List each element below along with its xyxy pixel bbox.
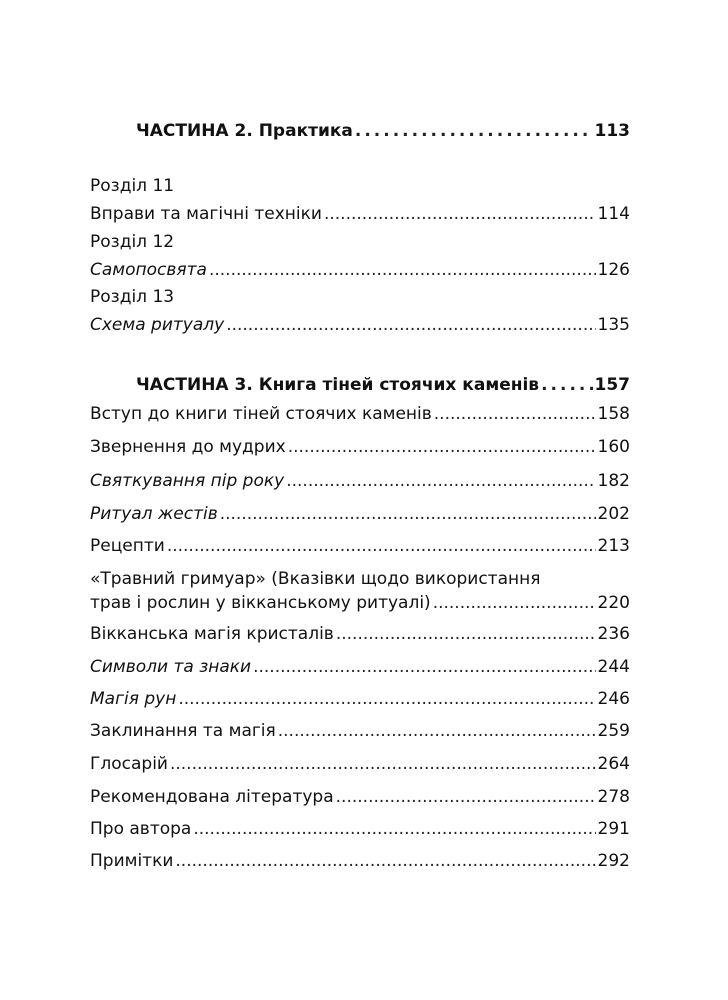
dot-leader (209, 258, 596, 282)
toc-entry-line (90, 258, 630, 282)
toc-chapter-13 (90, 285, 630, 337)
toc-chapter-label: Розділ 12 (90, 232, 175, 252)
toc-entry-line (90, 817, 630, 841)
toc-item-title: Вікканська магія кристалів (90, 624, 334, 644)
toc-entry-line (136, 119, 630, 143)
toc-page-number: 202 (597, 504, 630, 524)
toc-entry-line (90, 622, 630, 646)
toc-chapter-11 (90, 174, 630, 226)
dot-leader (324, 202, 596, 226)
toc-item-title: Про автора (90, 819, 192, 839)
toc-item-title: Святкування пір року (90, 471, 285, 491)
toc-item-title: трав і рослин у вікканському ритуалі) (90, 593, 431, 613)
toc-item-title: Ритуал жестів (90, 504, 218, 524)
toc-page-number: 264 (597, 754, 630, 774)
dot-leader (220, 502, 596, 526)
toc-page-number: 292 (597, 851, 630, 871)
dot-leader (433, 591, 596, 615)
toc-entry-line (90, 719, 630, 743)
toc-page-number: 236 (597, 624, 630, 644)
toc-item-title-line1: «Травний гримуар» (Вказівки щодо використання (90, 569, 541, 589)
toc-item (90, 817, 630, 841)
toc-item (90, 567, 630, 615)
toc-item-title: Магія рун (90, 689, 177, 709)
toc-item (90, 719, 630, 743)
toc-item (90, 622, 630, 646)
dot-leader (355, 119, 593, 143)
dot-leader (193, 817, 595, 841)
toc-page-number: 244 (597, 657, 630, 677)
toc-part-title: ЧАСТИНА 2. Практика (136, 121, 353, 141)
toc-item-title: Вступ до книги тіней стоячих каменів (90, 404, 432, 424)
toc-part-2 (136, 119, 630, 143)
toc-item-title: Примітки (90, 851, 174, 871)
toc-item (90, 502, 630, 526)
dot-leader (288, 435, 596, 459)
toc-entry-line (90, 655, 630, 679)
toc-entry-line (90, 785, 630, 809)
toc-item-title: Заклинання та магія (90, 721, 276, 741)
toc-page-number: 160 (597, 437, 630, 457)
dot-leader (286, 469, 595, 493)
toc-item-title: Звернення до мудрих (90, 437, 286, 457)
toc-item (90, 402, 630, 426)
toc-item (90, 469, 630, 493)
toc-page-number: 157 (594, 375, 630, 395)
toc-item (90, 849, 630, 873)
toc-page-number: 291 (597, 819, 630, 839)
dot-leader (253, 655, 595, 679)
toc-item (90, 687, 630, 711)
toc-entry-line (90, 849, 630, 873)
toc-page-number: 126 (597, 260, 630, 280)
dot-leader (434, 402, 596, 426)
toc-chapter-title: Схема ритуалу (90, 315, 225, 335)
toc-page-number: 278 (597, 787, 630, 807)
toc-page-number: 220 (597, 593, 630, 613)
toc-entry-line (90, 435, 630, 459)
toc-item-title: Рецепти (90, 536, 165, 556)
toc-chapter-label: Розділ 11 (90, 176, 175, 196)
toc-part-title: ЧАСТИНА 3. Книга тіней стоячих каменів (136, 375, 540, 395)
toc-page-number: 182 (597, 471, 630, 491)
toc-chapter-title: Вправи та магічні техніки (90, 204, 322, 224)
dot-leader (178, 687, 595, 711)
toc-item (90, 785, 630, 809)
toc-entry-line (90, 469, 630, 493)
toc-entry-line (90, 402, 630, 426)
toc-page-number: 259 (597, 721, 630, 741)
dot-leader (226, 313, 595, 337)
dot-leader (175, 849, 595, 873)
toc-page-number: 114 (597, 204, 630, 224)
toc-entry-line (136, 373, 630, 397)
toc-item-title: Рекомендована література (90, 787, 334, 807)
dot-leader (541, 373, 592, 397)
toc-page-number: 135 (597, 315, 630, 335)
toc-chapter-12 (90, 230, 630, 282)
dot-leader (170, 752, 596, 776)
toc-page-number: 158 (597, 404, 630, 424)
toc-item-title: Символи та знаки (90, 657, 252, 677)
toc-item (90, 752, 630, 776)
toc-entry-line (90, 534, 630, 558)
toc-item-title: Глосарій (90, 754, 168, 774)
toc-part-3 (136, 373, 630, 397)
toc-entry-line (90, 313, 630, 337)
toc-entry-line (90, 752, 630, 776)
toc-entry-line (90, 502, 630, 526)
toc-chapter-label: Розділ 13 (90, 287, 175, 307)
dot-leader (336, 785, 596, 809)
toc-item (90, 534, 630, 558)
toc-item (90, 655, 630, 679)
toc-page-number: 113 (594, 121, 630, 141)
toc-chapter-title: Самопосвята (90, 260, 207, 280)
toc-page-number: 213 (597, 536, 630, 556)
toc-page-number: 246 (597, 689, 630, 709)
toc-entry-line (90, 687, 630, 711)
toc-entry-line (90, 202, 630, 226)
toc-item (90, 435, 630, 459)
dot-leader (336, 622, 596, 646)
toc-entry-line (90, 591, 630, 615)
dot-leader (167, 534, 596, 558)
dot-leader (278, 719, 596, 743)
